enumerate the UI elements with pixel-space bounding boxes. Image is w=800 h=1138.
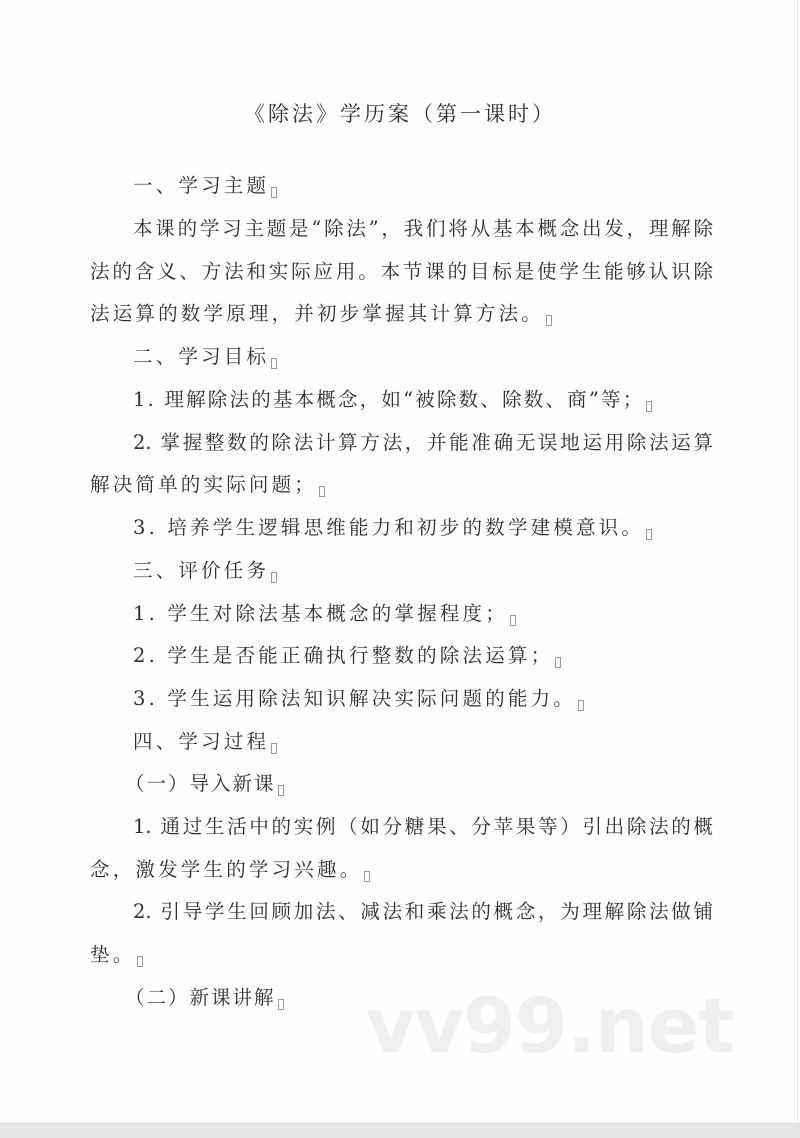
paragraph-mark-icon xyxy=(271,187,277,198)
list-item: 2. 引导学生回顾加法、减法和乘法的概念，为理解除法做铺 xyxy=(133,900,713,923)
list-item xyxy=(133,387,763,413)
paragraph-mark-icon xyxy=(271,743,277,754)
heading-text: （一）导入新课 xyxy=(125,772,276,795)
list-item-continuation xyxy=(90,942,720,968)
list-item: 1. 通过生活中的实例（如分糖果、分苹果等）引出除法的概 xyxy=(133,815,713,838)
page-bottom-edge xyxy=(0,1123,800,1138)
list-item xyxy=(133,515,763,541)
paragraph-mark-icon xyxy=(555,657,561,668)
list-item xyxy=(133,643,763,669)
list-item xyxy=(133,686,763,712)
heading-text: 一、学习主题 xyxy=(133,174,270,197)
paragraph-mark-icon xyxy=(364,871,370,882)
paragraph-mark-icon xyxy=(510,615,516,626)
body-line: 法的含义、方法和实际应用。本节课的目标是使学生能够认识除 xyxy=(90,260,713,283)
heading-text: （二）新课讲解 xyxy=(125,986,276,1009)
section-heading-learning-topic xyxy=(133,173,763,199)
paragraph-mark-icon xyxy=(319,486,325,497)
body-line: 本课的学习主题是“除法”，我们将从基本概念出发，理解除 xyxy=(133,217,713,240)
paragraph-mark-icon xyxy=(137,956,143,967)
list-item xyxy=(133,601,763,627)
paragraph-mark-icon xyxy=(546,315,552,326)
paragraph-mark-icon xyxy=(278,999,284,1010)
paragraph-mark-icon xyxy=(278,785,284,796)
paragraph-mark-icon xyxy=(271,572,277,583)
subsection-heading-intro xyxy=(125,771,755,797)
item-text: 解决简单的实际问题； xyxy=(90,473,318,496)
item-text: 1. 学生对除法基本概念的掌握程度； xyxy=(133,602,508,625)
section-heading-evaluation-tasks xyxy=(133,558,763,584)
item-text: 垫。 xyxy=(90,943,136,966)
item-text: 3. 学生运用除法知识解决实际问题的能力。 xyxy=(133,687,577,710)
paragraph-mark-icon xyxy=(646,401,652,412)
heading-text: 四、学习过程 xyxy=(133,730,270,753)
section-heading-learning-process xyxy=(133,729,763,755)
item-text: 1. 理解除法的基本概念，如“被除数、除数、商”等； xyxy=(133,388,645,411)
document-title: 《除法》学历案（第一课时） xyxy=(244,102,556,126)
paragraph-mark-icon xyxy=(578,700,584,711)
watermark: vv99.net xyxy=(366,981,734,1070)
item-text: 2. 学生是否能正确执行整数的除法运算； xyxy=(133,644,554,667)
list-item: 2. 掌握整数的除法计算方法，并能准确无误地运用除法运算 xyxy=(133,431,713,454)
body-line xyxy=(90,301,720,327)
item-text: 念，激发学生的学习兴趣。 xyxy=(90,858,363,881)
paragraph-mark-icon xyxy=(271,358,277,369)
section-heading-learning-goals xyxy=(133,344,763,370)
item-text: 3. 培养学生逻辑思维能力和初步的数学建模意识。 xyxy=(133,516,645,539)
heading-text: 二、学习目标 xyxy=(133,345,270,368)
paragraph-mark-icon xyxy=(646,529,652,540)
heading-text: 三、评价任务 xyxy=(133,559,270,582)
list-item-continuation xyxy=(90,472,720,498)
list-item-continuation xyxy=(90,857,720,883)
body-text: 法运算的数学原理，并初步掌握其计算方法。 xyxy=(90,302,545,325)
